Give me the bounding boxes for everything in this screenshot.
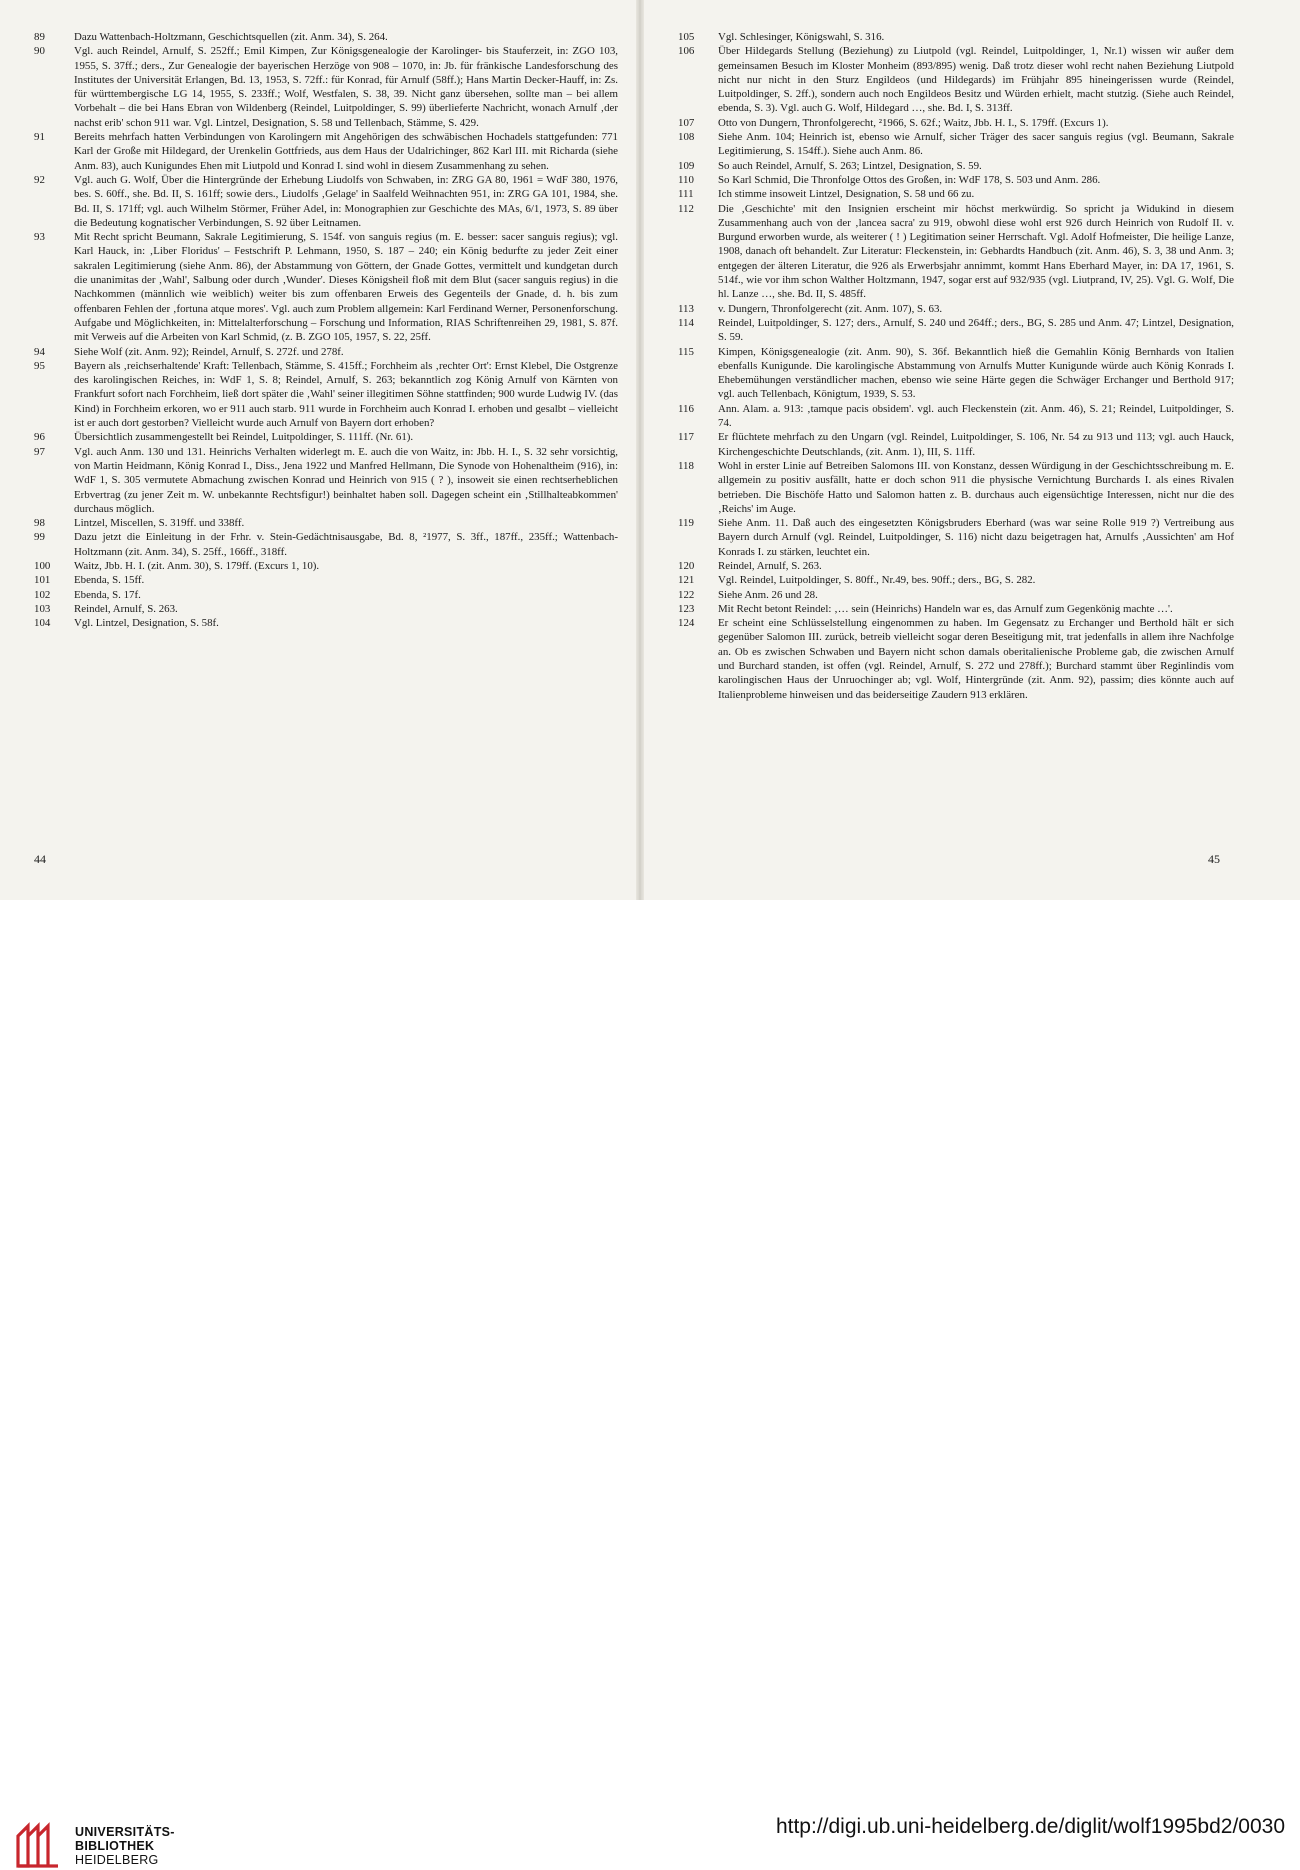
footnote xyxy=(678,159,1234,173)
footnote xyxy=(34,230,618,344)
footnote xyxy=(678,302,1234,316)
footnote-number: 121 xyxy=(678,574,695,587)
footnote-text: So Karl Schmid, Die Thronfolge Ottos des Großen, in: WdF 178, S. 503 und Anm. 286. xyxy=(718,173,1101,186)
footnote xyxy=(678,602,1234,616)
footnote xyxy=(34,30,618,44)
footnote xyxy=(678,44,1234,115)
right-page-number: 45 xyxy=(1208,852,1220,866)
footnote-number: 97 xyxy=(34,445,45,458)
footnote xyxy=(34,530,618,559)
footnote xyxy=(34,616,618,630)
footnote-text: Übersichtlich zusammengestellt bei Reindel, Luitpoldinger, S. 111ff. (Nr. 61). xyxy=(74,431,414,444)
footnote xyxy=(678,616,1234,702)
footnote-text: Vgl. Lintzel, Designation, S. 58f. xyxy=(74,617,219,630)
footnote-number: 119 xyxy=(678,517,694,530)
footnote-text: Wohl in erster Linie auf Betreiben Salomons III. von Konstanz, dessen Würdigung in der Geschichtsschreibung m. E. allgemein zu positiv ausfällt, hatte er doch schon 911 die physische Vernichtung Burchards I. als eines Rivalen betrieben. Die Bischöfe Hatto und Salomon hatten z. B. durchaus auch eigensüchtige Interessen, nicht nur die des ‚Reichs' im Auge. xyxy=(718,459,1234,515)
footnote xyxy=(678,30,1234,44)
footnote-number: 106 xyxy=(678,45,695,58)
footnote-number: 111 xyxy=(678,188,694,201)
footnote-text: Bereits mehrfach hatten Verbindungen von Karolingern mit Angehörigen des schwäbischen Hochadels stattgefunden: 771 Karl der Große mit Hildegard, der Urenkelin Gottfrieds, aus dem Haus der Udalrichinger, 862 Karl III. mit Richarda (siehe Anm. 83), auch Kunigundes Ehen mit Liutpold und Konrad I. sind wohl in diesem Zusammenhang zu sehen. xyxy=(74,131,618,172)
footnote-number: 115 xyxy=(678,345,694,358)
footnote-text: Die ‚Geschichte' mit den Insignien erscheint mir höchst merkwürdig. So spricht ja Widukind in diesem Zusammenhang auch von der ‚lancea sacra' zu 919, obwohl diese wohl erst 926 durch Heinrich von Rudolf II. v. Burgund erworben wurde, als weiterer ( ! ) Legitimation seiner Herrschaft. Vgl. Adolf Hofmeister, Die heilige Lanze, 1908, danach oft behandelt. Zur Literatur: Fleckenstein, in: Gebhardts Handbuch (zit. Anm. 46), S. 3, 38 und Anm. 3; entgegen der älteren Literatur, die 926 als Erwerbsjahr annimmt, kommt Hans Eberhard Mayer, in: DA 17, 1961, S. 514f., wie vor ihm schon Walther Holtzmann, 1947, sogar erst auf 932/935 (vgl. Liutprand, IV, 25). Vgl. G. Wolf, Die hl. Lanze …, she. Bd. II, S. 485ff. xyxy=(718,202,1234,301)
footnote xyxy=(34,44,618,130)
footnote-number: 104 xyxy=(34,617,51,630)
footnote xyxy=(678,316,1234,345)
footnote-text: Vgl. auch Anm. 130 und 131. Heinrichs Verhalten widerlegt m. E. auch die von Waitz, in: Jbb. H. I., S. 32 sehr vorsichtig, von Martin Heidmann, König Konrad I., Diss., Jena 1922 und Manfred Hellmann, Die Synode von Hohenaltheim (916), in: WdF 1, S. 305 vermutete Abmachung zwischen Konrad und Heinrich von 915 ( ? ), insoweit sie einen rechtserheblichen Erbvertrag (zu jener Zeit m. W. unbekannte Rechtsfigur!) beinhaltet haben soll. Dagegen scheint ein ‚Stillhalteabkommen' durchaus möglich. xyxy=(74,445,618,515)
footnote xyxy=(678,588,1234,602)
footnote-text: Kimpen, Königsgenealogie (zit. Anm. 90), S. 36f. Bekanntlich hieß die Gemahlin König Bernhards von Italien ebenfalls Kunigunde. Die karolingische Abstammung von Arnulfs Mutter Kunigunde würde auch König Konrads I. Ehebemühungen verständlicher machen, ebenso wie seine Härte gegen die Schwäger Erchanger und Berthold 917; vgl. auch Tellenbach, Königtum, 1939, S. 53. xyxy=(718,345,1234,401)
footnote-text: Dazu Wattenbach-Holtzmann, Geschichtsquellen (zit. Anm. 34), S. 264. xyxy=(74,31,388,43)
footnote-number: 91 xyxy=(34,131,45,144)
footnote xyxy=(678,402,1234,431)
footnote xyxy=(678,516,1234,559)
footnote-text: Ann. Alam. a. 913: ‚tamque pacis obsidem'. vgl. auch Fleckenstein (zit. Anm. 46), S. 21; Reindel, Luitpoldinger, S. 74. xyxy=(718,402,1234,430)
footnote-text: Mit Recht betont Reindel: ‚… sein (Heinrichs) Handeln war es, das Arnulf zum Gegenkönig machte …'. xyxy=(718,602,1173,615)
footnote-text: Vgl. Reindel, Luitpoldinger, S. 80ff., Nr.49, bes. 90ff.; ders., BG, S. 282. xyxy=(718,574,1036,587)
footnote-text: Er scheint eine Schlüsselstellung eingenommen zu haben. Im Gegensatz zu Erchanger und Berthold hält er sich gegenüber Salomon III. zurück, betreib vielleicht sogar deren Beseitigung mit, trat jedenfalls in allem ihre Nachfolge an. Ob es zwischen Schwaben und Bayern nicht schon damals oberitalienische Probleme gab, die zwischen Arnulf und Burchard standen, ist offen (vgl. Reindel, Arnulf, S. 272 und 278ff.); Burchard stammt über Reginlindis vom karolingischen Haus der Unruochinger ab; vgl. Wolf, Hintergründe (zit. Anm. 92), passim; dies könnte auch auf Italienprobleme hinweisen und das beiderseitige Zaudern 913 erklären. xyxy=(718,617,1234,701)
footnote xyxy=(678,173,1234,187)
footnote xyxy=(34,559,618,573)
footnote-number: 124 xyxy=(678,617,695,630)
footnote xyxy=(678,430,1234,459)
library-name-line2: BIBLIOTHEK xyxy=(75,1839,155,1853)
footnote xyxy=(34,516,618,530)
footnote-text: Vgl. Schlesinger, Königswahl, S. 316. xyxy=(718,31,885,43)
footnote-number: 109 xyxy=(678,159,695,172)
footnote xyxy=(34,573,618,587)
footnote-number: 98 xyxy=(34,517,45,530)
footnote-number: 123 xyxy=(678,602,695,615)
footnote-text: Mit Recht spricht Beumann, Sakrale Legitimierung, S. 154f. von sanguis regius (m. E. besser: sacer sanguis regius); vgl. Karl Hauck, in: ‚Liber Floridus' – Festschrift P. Lehmann, 1950, S. 187 – 240; ein König bedurfte zu jeder Zeit einer sakralen Legitimierung (siehe Anm. 86), der Abstammung von Göttern, der Gnade Gottes, vermittelt und kundgetan durch die unanimitas der ‚Wahl', Salbung oder durch ‚Wunder'. Dieses Königsheil floß mit dem Blut (sacer sanguis regius) in die Nachkommen (männlich wie weiblich) weiter bis zum offenbaren Erweis des Gegenteils der Gnade, d. h. bis zum offenbaren Fehlen der ‚fortuna atque mores'. Vgl. auch zum Problem allgemein: Karl Ferdinand Werner, Personenforschung. Aufgabe und Möglichkeiten, in: Mittelalterforschung – Forschung und Information, RIAS Schriftenreihen 29, 1981, S. 87f. mit Verweis auf die Arbeiten von Karl Schmid, (z. B. ZGO 105, 1957, S. 22, 25ff. xyxy=(74,231,618,344)
footnote-text: Waitz, Jbb. H. I. (zit. Anm. 30), S. 179ff. (Excurs 1, 10). xyxy=(74,559,320,572)
footnote-number: 122 xyxy=(678,588,695,601)
document-url[interactable]: http://digi.ub.uni-heidelberg.de/diglit/wolf1995bd2/0030 xyxy=(775,1815,1285,1838)
footnote-text: Otto von Dungern, Thronfolgerecht, ²1966, S. 62f.; Waitz, Jbb. H. I., S. 179ff. (Excurs 1). xyxy=(718,116,1109,129)
footnote xyxy=(678,130,1234,159)
footnote-number: 117 xyxy=(678,431,694,444)
footnote xyxy=(34,130,618,173)
library-name-line1: UNIVERSITÄTS- xyxy=(75,1825,175,1839)
footnote-text: Ich stimme insoweit Lintzel, Designation, S. 58 und 66 zu. xyxy=(718,188,975,201)
footnote-text: v. Dungern, Thronfolgerecht (zit. Anm. 107), S. 63. xyxy=(718,302,943,315)
footnote-number: 103 xyxy=(34,602,51,615)
footnote xyxy=(678,202,1234,302)
footnote-number: 118 xyxy=(678,459,694,472)
footnote-text: Über Hildegards Stellung (Beziehung) zu Liutpold (vgl. Reindel, Luitpoldinger, 1, Nr.1) wissen wir außer dem gemeinsamen Besuch im Kloster Monheim (893/895) wenig. Daß trotz dieser wohl recht nahen Beziehung Liutpold nicht nur nicht in den Sturz Engildeos (und Hildegards) im Frühjahr 895 hineingerissen wurde (Reindel, Luitpoldinger, S. 2ff.), sondern auch noch Engildeos Besitz und Würden erhielt, macht stutzig. (Siehe auch Reindel, ebenda, S. 3). Vgl. auch G. Wolf, Hildegard …, she. Bd. I, S. 313ff. xyxy=(718,45,1234,115)
book-scan xyxy=(0,0,1300,900)
footnote-text: Bayern als ‚reichserhaltende' Kraft: Tellenbach, Stämme, S. 415ff.; Forchheim als ‚rechter Ort': Ernst Klebel, Die Ostgrenze des karolingischen Reiches, in: WdF 1, S. 8; Reindel, Arnulf, S. 263; bekanntlich zog König Arnulf von Kärnten von Frankfurt sofort nach Forchheim, ließ dort später die ‚Wahl' seiner illegitimen Söhne stattfinden; 900 wurde Ludwig IV. (das Kind) in Forchheim erkoren, wo er 911 auch starb. 911 wurde in Forchheim auch Konrad I. erhoben und gesalbt – vielleicht ist er auch dort gestorben? Vielleicht wurde auch Arnulf von Bayern dort erhoben? xyxy=(74,359,618,430)
footnote-text: Siehe Anm. 104; Heinrich ist, ebenso wie Arnulf, sicher Träger des sacer sanguis regius (vgl. Beumann, Sakrale Legitimierung, S. 154ff.). Siehe auch Anm. 86. xyxy=(718,131,1234,158)
footnote-number: 102 xyxy=(34,588,51,601)
footnote xyxy=(34,345,618,359)
footnote-text: Er flüchtete mehrfach zu den Ungarn (vgl. Reindel, Luitpoldinger, S. 106, Nr. 54 zu 913 und 113; vgl. auch Hauck, Kirchengeschichte Deutschlands, (zit. Anm. 1), III, S. 11ff. xyxy=(718,431,1234,458)
footnote-number: 113 xyxy=(678,302,694,315)
footnote xyxy=(678,559,1234,573)
footnote xyxy=(34,602,618,616)
footnote-number: 94 xyxy=(34,345,45,358)
footnote-number: 95 xyxy=(34,359,45,372)
footnote xyxy=(678,573,1234,587)
footnote-text: Siehe Wolf (zit. Anm. 92); Reindel, Arnulf, S. 272f. und 278f. xyxy=(74,345,344,358)
footnote xyxy=(678,345,1234,402)
footnote xyxy=(678,459,1234,516)
footnote-number: 101 xyxy=(34,574,51,587)
footnote-number: 100 xyxy=(34,559,51,572)
footnote-text: Siehe Anm. 11. Daß auch des eingesetzten Königsbruders Eberhard (was war seine Rolle 919 ?) Vertreibung aus Bayern durch Arnulf (vgl. Reindel, Luitpoldinger, S. 116) nicht dazu beigetragen hat, Arnulfs ‚Aussichten' am Hof Konrads I. zu stärken, leuchtet ein. xyxy=(718,517,1234,558)
footnote-text: Ebenda, S. 15ff. xyxy=(74,574,145,587)
footnote-text: Lintzel, Miscellen, S. 319ff. und 338ff. xyxy=(74,517,245,530)
footnote-text: Vgl. auch G. Wolf, Über die Hintergründe der Erhebung Liudolfs von Schwaben, in: ZRG GA 80, 1961 = WdF 380, 1976, bes. S. 60ff., she. Bd. II, S. 161ff; sowie ders., Liudolfs ‚Gelage' in Saalfeld Weihnachten 951, in: ZRG GA 101, 1984, she. Bd. II, S. 171ff; vgl. auch Wilhelm Störmer, Früher Adel, in: Monographien zur Geschichte des MAs, 6/1, 1973, S. 89 über die Bedeutung kognatischer Verbindungen, S. 92 über Leitnamen. xyxy=(74,173,618,229)
footnote-number: 114 xyxy=(678,316,694,329)
footnote-text: Siehe Anm. 26 und 28. xyxy=(718,588,818,601)
footnote xyxy=(34,445,618,516)
footnote-number: 108 xyxy=(678,131,695,144)
footnote-text: Dazu jetzt die Einleitung in der Frhr. v. Stein-Gedächtnisausgabe, Bd. 8, ²1977, S. 3ff., 187ff., 235ff.; Wattenbach-Holtzmann (zit. Anm. 34), S. 25ff., 166ff., 318ff. xyxy=(74,531,618,558)
footnote xyxy=(34,430,618,444)
footnote xyxy=(34,359,618,430)
left-page-footnotes xyxy=(34,30,618,630)
footnote-number: 105 xyxy=(678,31,695,43)
library-name xyxy=(75,1825,175,1867)
library-name-line3: HEIDELBERG xyxy=(75,1853,159,1867)
footnote-text: Ebenda, S. 17f. xyxy=(74,588,141,601)
footnote-number: 112 xyxy=(678,202,694,215)
right-page-footnotes xyxy=(678,30,1234,702)
footnote-text: Reindel, Arnulf, S. 263. xyxy=(718,559,822,572)
footnote-number: 89 xyxy=(34,31,45,43)
footnote-number: 90 xyxy=(34,45,45,58)
library-logo-icon xyxy=(14,1822,64,1870)
footnote-text: Reindel, Luitpoldinger, S. 127; ders., Arnulf, S. 240 und 264ff.; ders., BG, S. 285 und Anm. 47; Lintzel, Designation, S. 59. xyxy=(718,316,1234,344)
footnote-number: 96 xyxy=(34,431,45,444)
footnote xyxy=(34,173,618,230)
footnote-text: Vgl. auch Reindel, Arnulf, S. 252ff.; Emil Kimpen, Zur Königsgenealogie der Karolinger- bis Stauferzeit, in: ZGO 103, 1955, S. 37ff.; ders., Zur Genealogie der bayerischen Herzöge von 908 – 1070, in: Jb. für fränkische Landesforschung des Institutes der Universität Erlangen, Bd. 13, 1953, S. 72ff.: für Konrad, für Arnulf (58ff.); Hans Martin Decker-Hauff, in: Zs. für württembergische LG 14, 1955, S. 233ff.; Wolf, Westfalen, S. 38, 39. Nicht ganz übersehen, sollte man – bei allem Vorbehalt – die bei Hans Ebran von Wildenberg (Reindel, Luitpoldinger, S. 99) überlieferte Nachricht, wonach Arnulf ‚der nachst erib' schon 911 war. Vgl. Lintzel, Designation, S. 58 und Tellenbach, Stämme, S. 429. xyxy=(74,45,618,129)
footnote-number: 110 xyxy=(678,173,694,186)
footnote xyxy=(34,588,618,602)
footer-bar xyxy=(0,900,1300,1867)
footnote-text: So auch Reindel, Arnulf, S. 263; Lintzel, Designation, S. 59. xyxy=(718,159,982,172)
footnote xyxy=(678,116,1234,130)
footnote-text: Reindel, Arnulf, S. 263. xyxy=(74,602,178,615)
footnote-number: 107 xyxy=(678,116,695,129)
book-spine xyxy=(636,0,644,900)
footnote-number: 120 xyxy=(678,559,695,572)
footnote-number: 99 xyxy=(34,531,45,544)
footnote xyxy=(678,187,1234,201)
footnote-number: 93 xyxy=(34,231,45,244)
footnote-number: 92 xyxy=(34,173,45,186)
footnote-number: 116 xyxy=(678,402,694,415)
left-page-number: 44 xyxy=(34,852,46,866)
